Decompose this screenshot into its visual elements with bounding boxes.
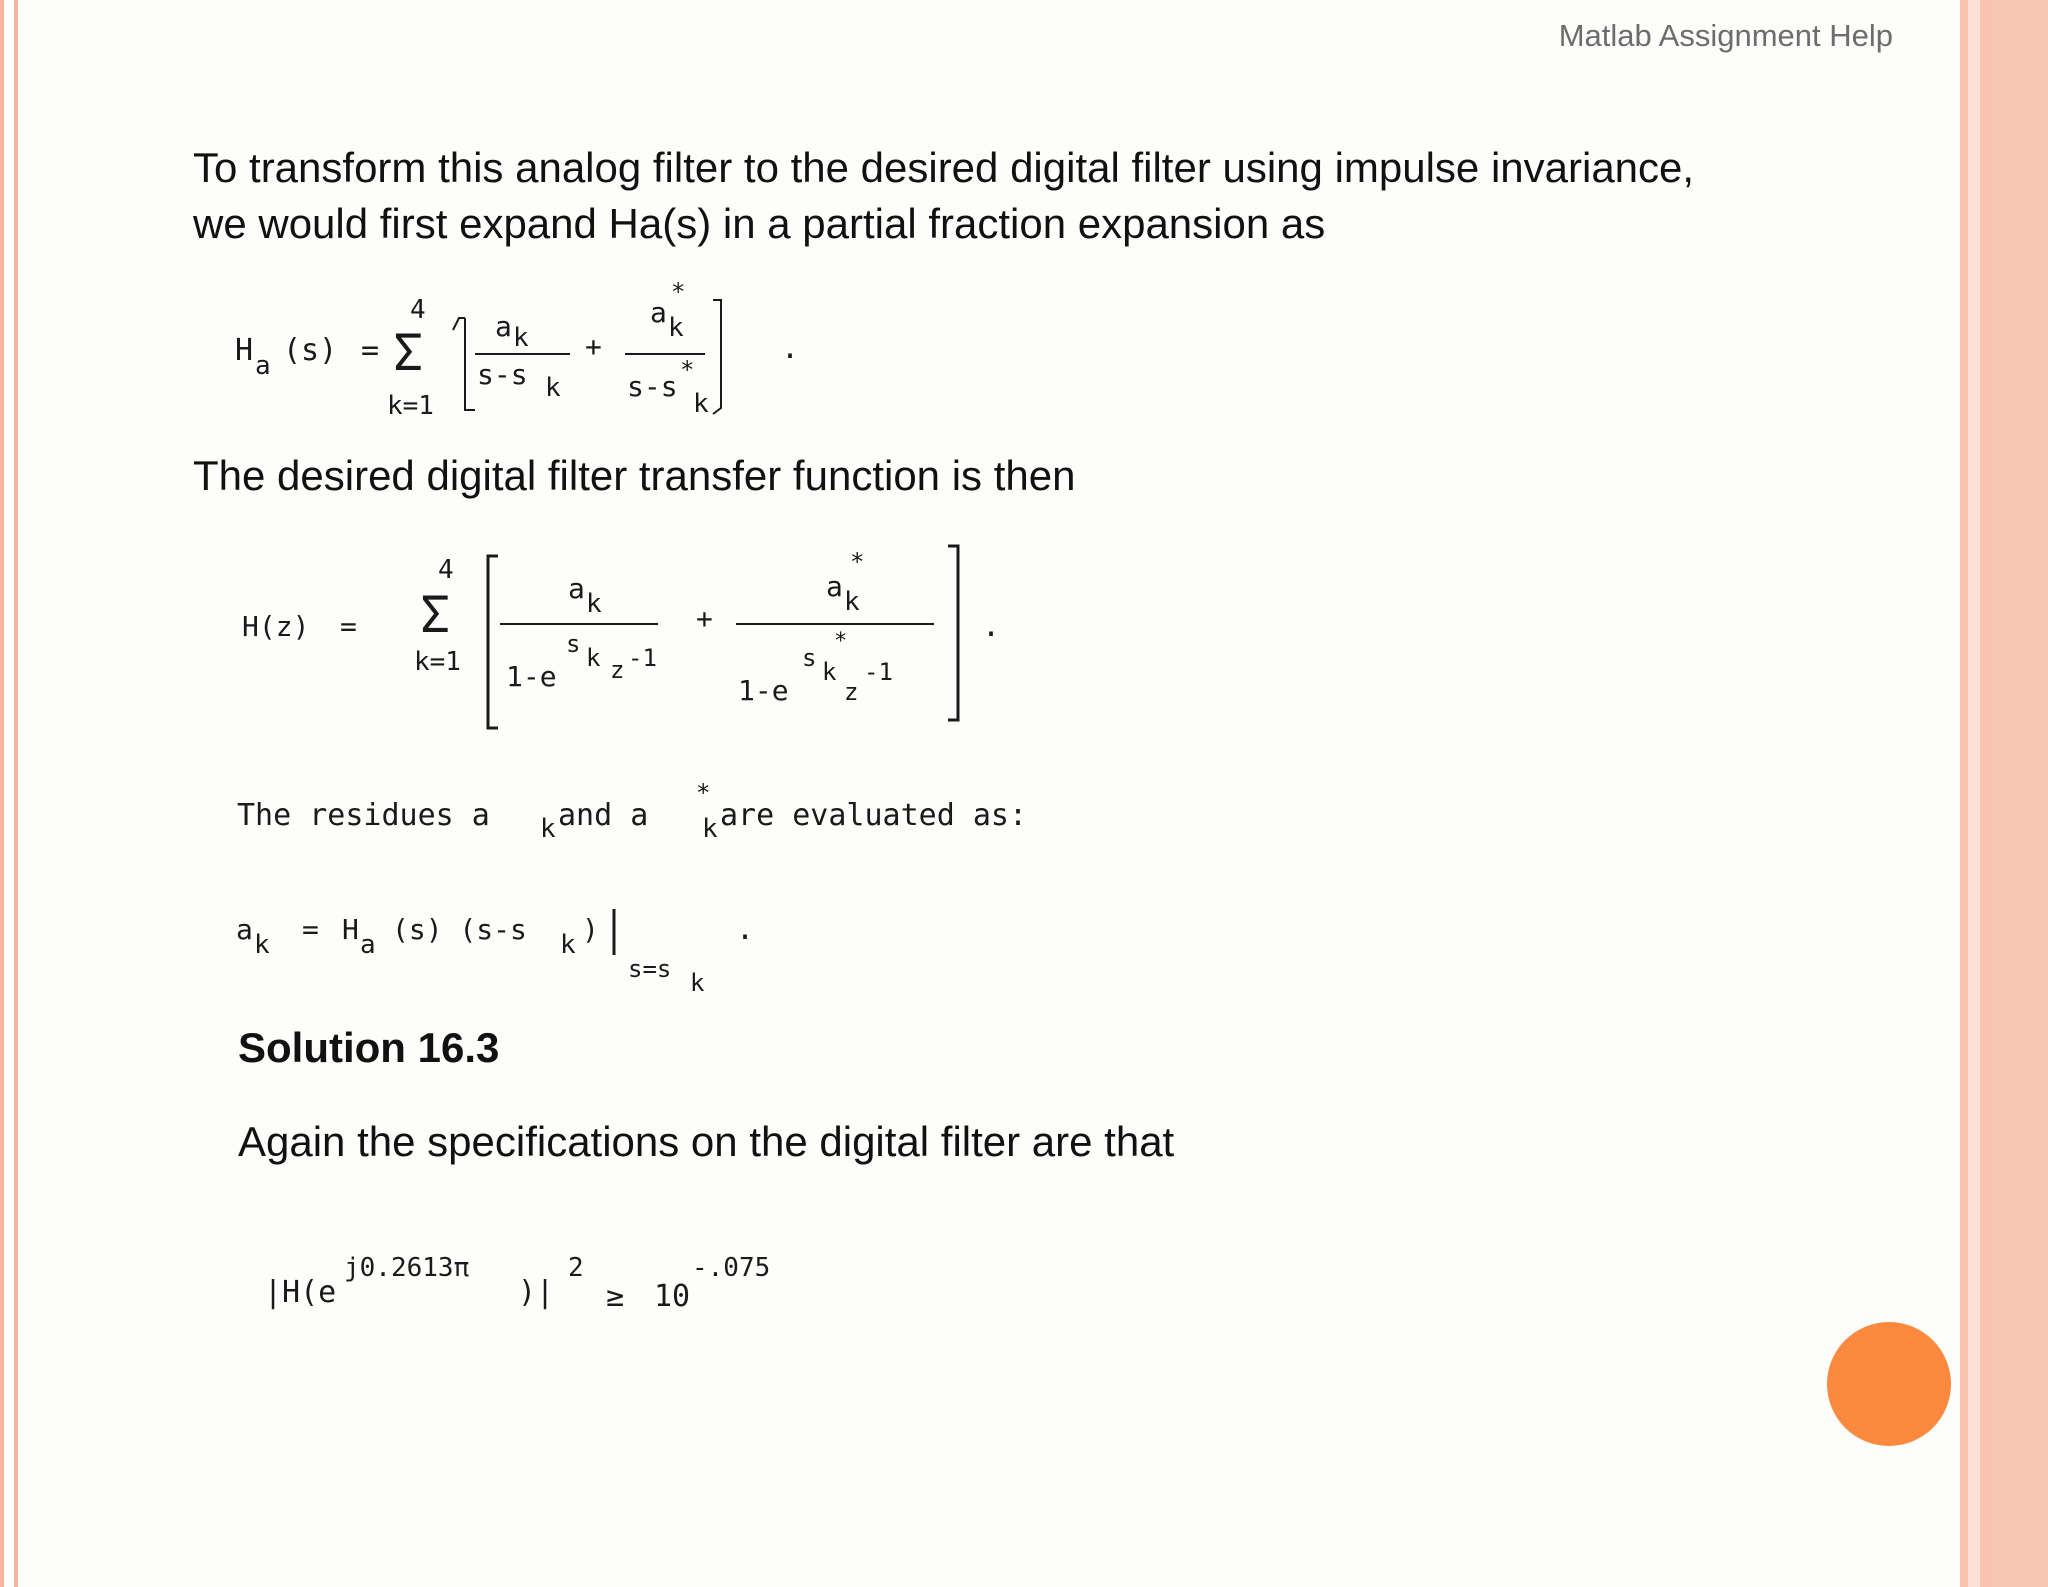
eq2-lhs: H(z) xyxy=(242,610,310,643)
eq1-den1: s-s xyxy=(477,358,528,391)
eq2-den2-exp-pow: -1 xyxy=(864,658,893,686)
eq4-relation: ≥ xyxy=(606,1279,625,1314)
eq1-period: . xyxy=(781,331,800,366)
equation-specification xyxy=(262,1240,822,1330)
eq1-plus: + xyxy=(585,330,602,363)
intro-line-1: To transform this analog filter to the desired digital filter using impulse invariance, xyxy=(193,144,1695,191)
residue-middle: and a xyxy=(558,798,649,833)
intro-line-2: we would first expand Ha(s) in a partial fraction expansion as xyxy=(193,200,1326,247)
eq1-num1-sub: k xyxy=(513,323,529,353)
eq2-den1-exp-z: z xyxy=(610,656,625,684)
eq4-rhs: 10 xyxy=(654,1279,691,1314)
eq3-lhs: a xyxy=(236,913,253,946)
eq1-lhs-H: H xyxy=(235,333,254,368)
eq2-den1-exp-k: k xyxy=(586,644,601,672)
solution-heading: Solution 16.3 xyxy=(238,1024,500,1071)
eq2-star-2: * xyxy=(834,629,848,654)
eq2-num2: a xyxy=(826,570,843,603)
eq2-den2-exp-k: k xyxy=(822,658,837,686)
transfer-intro: The desired digital filter transfer function is then xyxy=(193,452,1076,499)
eq2-den1-base: 1-e xyxy=(506,660,557,693)
eq1-star-1: * xyxy=(671,278,686,306)
eq3-rest: (s) (s-s xyxy=(392,913,527,946)
eq4-rhs-exp: -.075 xyxy=(692,1253,771,1283)
eq1-right-bracket xyxy=(713,300,721,414)
eq3-eval-sub: k xyxy=(690,969,705,997)
eq1-upper: 4 xyxy=(410,295,426,325)
left-border-outer xyxy=(0,0,4,1587)
eq2-den2-exp-z: z xyxy=(844,678,859,706)
eq2-num2-sub: k xyxy=(844,587,860,617)
eq2-plus: + xyxy=(696,602,713,635)
eq2-num1: a xyxy=(568,572,585,605)
left-border-inner xyxy=(14,0,18,1587)
residue-sub-1: k xyxy=(540,814,556,844)
eq2-num1-sub: k xyxy=(586,589,602,619)
residue-sub-2: k xyxy=(702,814,718,844)
eq4-square: 2 xyxy=(568,1253,584,1283)
equation-partial-fraction xyxy=(225,278,845,428)
eq2-star-1: * xyxy=(850,548,865,576)
eq2-period: . xyxy=(982,609,1001,644)
right-border-band xyxy=(1960,0,1968,1587)
eq1-num2: a xyxy=(650,296,667,329)
eq3-H-sub: a xyxy=(360,930,376,960)
eq2-den1-exp-pow: -1 xyxy=(628,644,657,672)
eq1-equals: = xyxy=(361,333,380,368)
equation-digital-transfer xyxy=(230,540,1020,740)
equation-residue xyxy=(230,895,790,1005)
eq2-den2-base: 1-e xyxy=(738,674,789,707)
decorative-orange-circle xyxy=(1827,1322,1951,1446)
eq2-sum: Σ xyxy=(420,586,451,644)
residue-line xyxy=(230,775,1130,855)
eq2-equals: = xyxy=(340,610,357,643)
eq2-den1-exp-s: s xyxy=(566,630,581,658)
eq1-lhs-sub: a xyxy=(255,351,271,381)
eq1-sum: Σ xyxy=(393,324,424,382)
eq2-right-bracket xyxy=(948,546,958,720)
eq3-period: . xyxy=(736,912,755,947)
eq1-num1: a xyxy=(495,310,512,343)
eq1-num2-sub: k xyxy=(668,313,684,343)
eq3-eval: s=s xyxy=(628,955,672,983)
header-label: Matlab Assignment Help xyxy=(1558,18,1893,53)
eq3-rest-sub: k xyxy=(560,930,576,960)
eq4-text: |H(e xyxy=(264,1275,337,1310)
eq3-close: ) xyxy=(582,913,599,946)
eq1-star-2: * xyxy=(680,356,695,384)
eq2-den2-exp-s: s xyxy=(802,644,817,672)
eq1-lhs-arg: (s) xyxy=(283,333,338,368)
residue-prefix: The residues a xyxy=(237,798,490,833)
residue-star: * xyxy=(696,779,711,807)
right-border-band xyxy=(1992,0,2048,1587)
eq1-den2-sub: k xyxy=(693,389,709,419)
eq2-upper: 4 xyxy=(438,555,454,585)
eq1-lower: k=1 xyxy=(387,391,434,421)
eq4-close: )| xyxy=(518,1275,555,1310)
right-border-band xyxy=(1968,0,1980,1587)
residue-suffix: are evaluated as: xyxy=(720,798,1028,833)
eq1-den1-sub: k xyxy=(545,373,561,403)
eq3-equals: = xyxy=(302,913,319,946)
eq3-lhs-sub: k xyxy=(254,930,270,960)
eq2-left-bracket xyxy=(488,556,498,728)
eq2-lower: k=1 xyxy=(414,647,461,677)
spec-intro: Again the specifications on the digital filter are that xyxy=(238,1118,1175,1165)
eq4-exponent: j0.2613π xyxy=(344,1253,470,1283)
eq3-H: H xyxy=(342,913,359,946)
eq1-den2: s-s xyxy=(627,370,678,403)
eq1-left-bracket xyxy=(453,318,475,410)
right-border-band xyxy=(1980,0,1992,1587)
